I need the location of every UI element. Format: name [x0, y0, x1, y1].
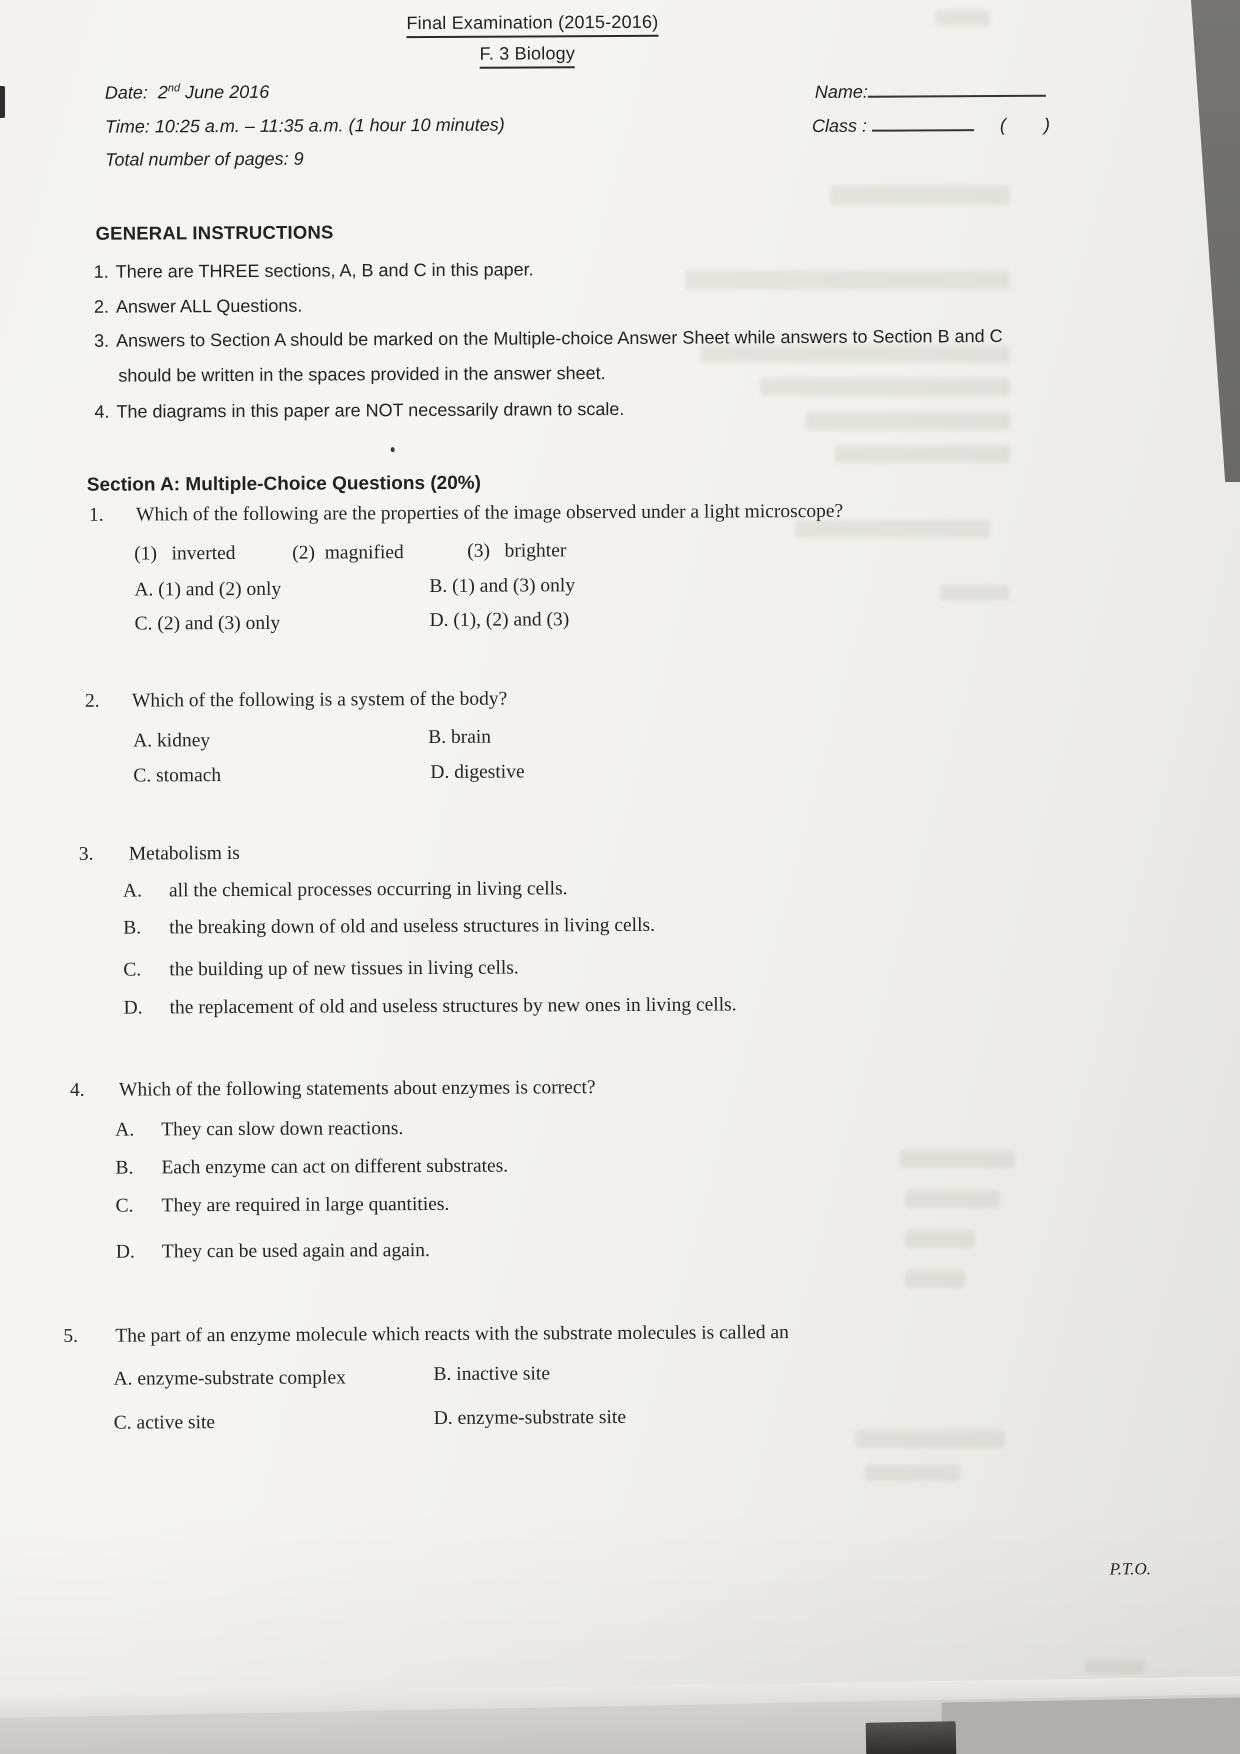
option-row — [123, 878, 568, 902]
instruction-number: 4. — [94, 401, 110, 422]
question-number: 2. — [84, 690, 100, 712]
option-text: all the chemical processes occurring in living cells. — [168, 878, 568, 902]
option-letter: C. — [115, 1195, 134, 1217]
option-row — [115, 1156, 508, 1180]
option-text: Each enzyme can act on different substrates. — [161, 1155, 509, 1179]
option-row — [123, 915, 655, 940]
class-blank-line — [872, 112, 974, 132]
instruction-number: 2. — [93, 296, 109, 317]
choice-b: B. (1) and (3) only — [429, 575, 576, 597]
choice-a: A. kidney — [133, 730, 211, 752]
pto-note: P.T.O. — [1109, 1559, 1152, 1579]
option-letter: A. — [122, 880, 143, 902]
option-letter: B. — [123, 917, 142, 939]
sub-option — [134, 543, 235, 566]
choice-b: B. brain — [428, 726, 492, 749]
option-text: the building up of new tissues in living cells. — [169, 957, 519, 981]
sub-option-number: (3) — [467, 540, 491, 562]
time-line: Time: 10:25 a.m. – 11:35 a.m. (1 hour 10 minutes) — [104, 114, 505, 137]
instruction-item — [94, 319, 1026, 394]
choice-a: A. enzyme-substrate complex — [113, 1367, 346, 1390]
option-text: They are required in large quantities. — [161, 1193, 450, 1217]
question-text: The part of an enzyme molecule which reacts with the substrate molecules is called an — [115, 1322, 789, 1347]
option-letter: A. — [115, 1119, 135, 1141]
instruction-item — [94, 250, 1023, 290]
name-line — [815, 78, 1046, 103]
date-day: 2 — [157, 82, 168, 103]
option-text: They can be used again and again. — [161, 1240, 430, 1263]
sub-option — [467, 540, 566, 563]
instructions-heading: GENERAL INSTRUCTIONS — [95, 221, 334, 244]
question-number: 1. — [88, 504, 104, 526]
option-row — [115, 1118, 403, 1142]
option-letter: D. — [115, 1241, 135, 1263]
name-label: Name: — [814, 81, 868, 102]
sub-option-number: (1) — [134, 543, 158, 565]
question-number: 5. — [63, 1325, 78, 1347]
date-label: Date: — [104, 82, 148, 103]
question-text: Which of the following are the properties of the image observed under a light microscope? — [135, 500, 844, 526]
desk-shadow — [942, 1697, 1240, 1754]
option-row — [123, 958, 518, 982]
choice-c: C. stomach — [133, 765, 222, 787]
choice-c: C. (2) and (3) only — [134, 612, 281, 635]
class-paren-open: ( — [999, 114, 1007, 136]
instruction-number: 1. — [93, 261, 109, 282]
question-text: Which of the following statements about enzymes is correct? — [118, 1077, 596, 1101]
choice-a: A. (1) and (2) only — [134, 578, 282, 601]
choice-d: D. (1), (2) and (3) — [429, 609, 570, 631]
sub-option-number: (2) — [292, 542, 316, 564]
option-text: They can slow down reactions. — [161, 1118, 404, 1141]
option-text: the breaking down of old and useless structures in living cells. — [169, 914, 656, 939]
sub-option-text: magnified — [324, 542, 404, 564]
class-paren-close: ) — [1043, 114, 1051, 135]
date-ordinal: nd — [167, 82, 181, 95]
exam-title: Final Examination (2015-2016) — [406, 12, 658, 38]
pages-line: Total number of pages: 9 — [105, 148, 304, 170]
choice-c: C. active site — [113, 1412, 216, 1434]
sub-option-text: inverted — [171, 543, 236, 565]
scan-dot-artifact — [391, 447, 395, 452]
option-letter: D. — [123, 997, 143, 1019]
question-number: 4. — [69, 1079, 85, 1101]
class-label: Class : — [811, 115, 868, 136]
option-row — [124, 994, 737, 1019]
instruction-text: Answer ALL Questions. — [115, 295, 303, 317]
option-letter: B. — [115, 1157, 134, 1179]
instruction-text: Answers to Section A should be marked on the Multiple-choice Answer Sheet while answers to Section B and C should be written in the spaces provided in the answer sheet. — [116, 325, 1003, 386]
option-row — [116, 1194, 450, 1218]
date-rest: June 2016 — [185, 81, 270, 103]
question-text: Metabolism is — [128, 842, 240, 865]
question-number: 3. — [78, 843, 94, 865]
sub-option — [292, 542, 404, 565]
instruction-text: There are THREE sections, A, B and C in this paper. — [115, 259, 534, 282]
choice-b: B. inactive site — [433, 1363, 551, 1385]
choice-d: D. enzyme-substrate site — [433, 1406, 627, 1429]
option-text: the replacement of old and useless structures by new ones in living cells. — [169, 994, 737, 1019]
class-line — [812, 112, 1050, 137]
section-a-heading: Section A: Multiple-Choice Questions (20%) — [86, 472, 482, 496]
sub-option-text: brighter — [504, 540, 567, 562]
subject-title: F. 3 Biology — [480, 43, 576, 68]
date-line — [105, 82, 270, 104]
choice-d: D. digestive — [430, 761, 525, 783]
name-blank-line — [868, 78, 1046, 98]
instruction-number: 3. — [94, 330, 110, 351]
option-row — [116, 1240, 430, 1264]
instruction-item — [94, 390, 1023, 430]
option-letter: C. — [123, 959, 142, 981]
instruction-text: The diagrams in this paper are NOT necessarily drawn to scale. — [116, 398, 625, 422]
question-text: Which of the following is a system of the body? — [131, 688, 508, 712]
desk-gap-shadow — [866, 1721, 957, 1754]
